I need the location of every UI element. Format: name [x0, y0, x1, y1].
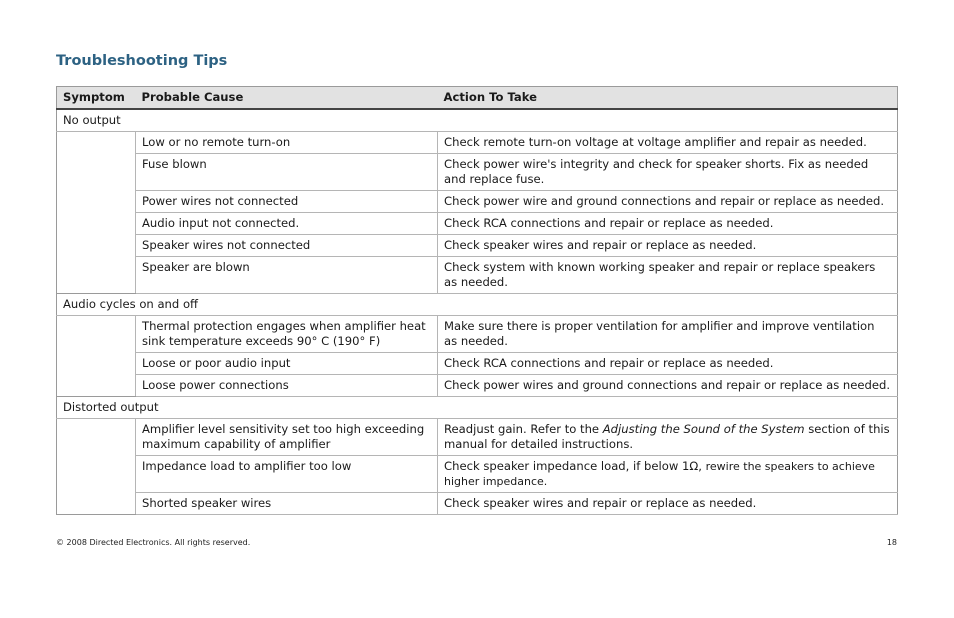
empty-cell	[57, 191, 136, 213]
table-header-row	[57, 87, 898, 110]
empty-cell	[57, 316, 136, 353]
action-text: section of this manual for detailed instructions.	[444, 422, 890, 451]
table-row	[57, 154, 898, 191]
troubleshooting-table	[56, 86, 898, 515]
table-row	[57, 132, 898, 154]
symptom-cell: No output	[57, 109, 898, 132]
action-cell: Check power wires and ground connections and repair or replace as needed.	[438, 375, 898, 397]
table-row	[57, 493, 898, 515]
table-row	[57, 316, 898, 353]
action-cell: Check RCA connections and repair or replace as needed.	[438, 353, 898, 375]
manual-section-reference: Adjusting the Sound of the System	[602, 422, 805, 436]
empty-cell	[57, 257, 136, 294]
empty-cell	[57, 213, 136, 235]
empty-cell	[57, 235, 136, 257]
table-row	[57, 191, 898, 213]
header-action-to-take: Action To Take	[438, 87, 898, 110]
cause-cell: Impedance load to amplifier too low	[136, 456, 438, 493]
cause-cell: Speaker wires not connected	[136, 235, 438, 257]
table-row	[57, 353, 898, 375]
action-cell: Check speaker wires and repair or replace as needed.	[438, 493, 898, 515]
action-text: Check speaker impedance load, if below 1Ω,	[444, 459, 706, 473]
empty-cell	[57, 132, 136, 154]
cause-cell: Shorted speaker wires	[136, 493, 438, 515]
cause-cell: Amplifier level sensitivity set too high exceeding maximum capability of amplifier	[136, 419, 438, 456]
symptom-row	[57, 109, 898, 132]
cause-cell: Loose power connections	[136, 375, 438, 397]
action-cell: Check system with known working speaker and repair or replace speakers as needed.	[438, 257, 898, 294]
cause-cell: Fuse blown	[136, 154, 438, 191]
action-cell: Check RCA connections and repair or replace as needed.	[438, 213, 898, 235]
action-text: Readjust gain. Refer to the	[444, 422, 603, 436]
table-row	[57, 213, 898, 235]
table-row	[57, 257, 898, 294]
table-row	[57, 375, 898, 397]
table-row	[57, 235, 898, 257]
action-cell: Check power wire and ground connections and repair or replace as needed.	[438, 191, 898, 213]
action-cell: Check power wire's integrity and check for speaker shorts. Fix as needed and replace fuse.	[438, 154, 898, 191]
table-row	[57, 419, 898, 456]
symptom-cell: Distorted output	[57, 397, 898, 419]
action-cell	[438, 456, 898, 493]
header-symptom: Symptom	[57, 87, 136, 110]
empty-cell	[57, 419, 136, 456]
empty-cell	[57, 154, 136, 191]
page-number: 18	[886, 538, 897, 547]
cause-cell: Thermal protection engages when amplifier heat sink temperature exceeds 90° C (190° F)	[136, 316, 438, 353]
symptom-row	[57, 397, 898, 419]
empty-cell	[57, 353, 136, 375]
action-cell: Make sure there is proper ventilation for amplifier and improve ventilation as needed.	[438, 316, 898, 353]
symptom-cell: Audio cycles on and off	[57, 294, 898, 316]
cause-cell: Speaker are blown	[136, 257, 438, 294]
cause-cell: Loose or poor audio input	[136, 353, 438, 375]
table-row	[57, 456, 898, 493]
action-cell: Check remote turn-on voltage at voltage amplifier and repair as needed.	[438, 132, 898, 154]
page-title: Troubleshooting Tips	[56, 53, 228, 69]
cause-cell: Power wires not connected	[136, 191, 438, 213]
empty-cell	[57, 375, 136, 397]
action-cell	[438, 419, 898, 456]
cause-cell: Low or no remote turn-on	[136, 132, 438, 154]
symptom-row	[57, 294, 898, 316]
empty-cell	[57, 456, 136, 493]
empty-cell	[57, 493, 136, 515]
cause-cell: Audio input not connected.	[136, 213, 438, 235]
action-cell: Check speaker wires and repair or replace as needed.	[438, 235, 898, 257]
copyright-notice: © 2008 Directed Electronics. All rights reserved.	[56, 538, 251, 547]
header-probable-cause: Probable Cause	[136, 87, 438, 110]
action-text: rewire the speakers to achieve higher impedance.	[444, 460, 875, 488]
